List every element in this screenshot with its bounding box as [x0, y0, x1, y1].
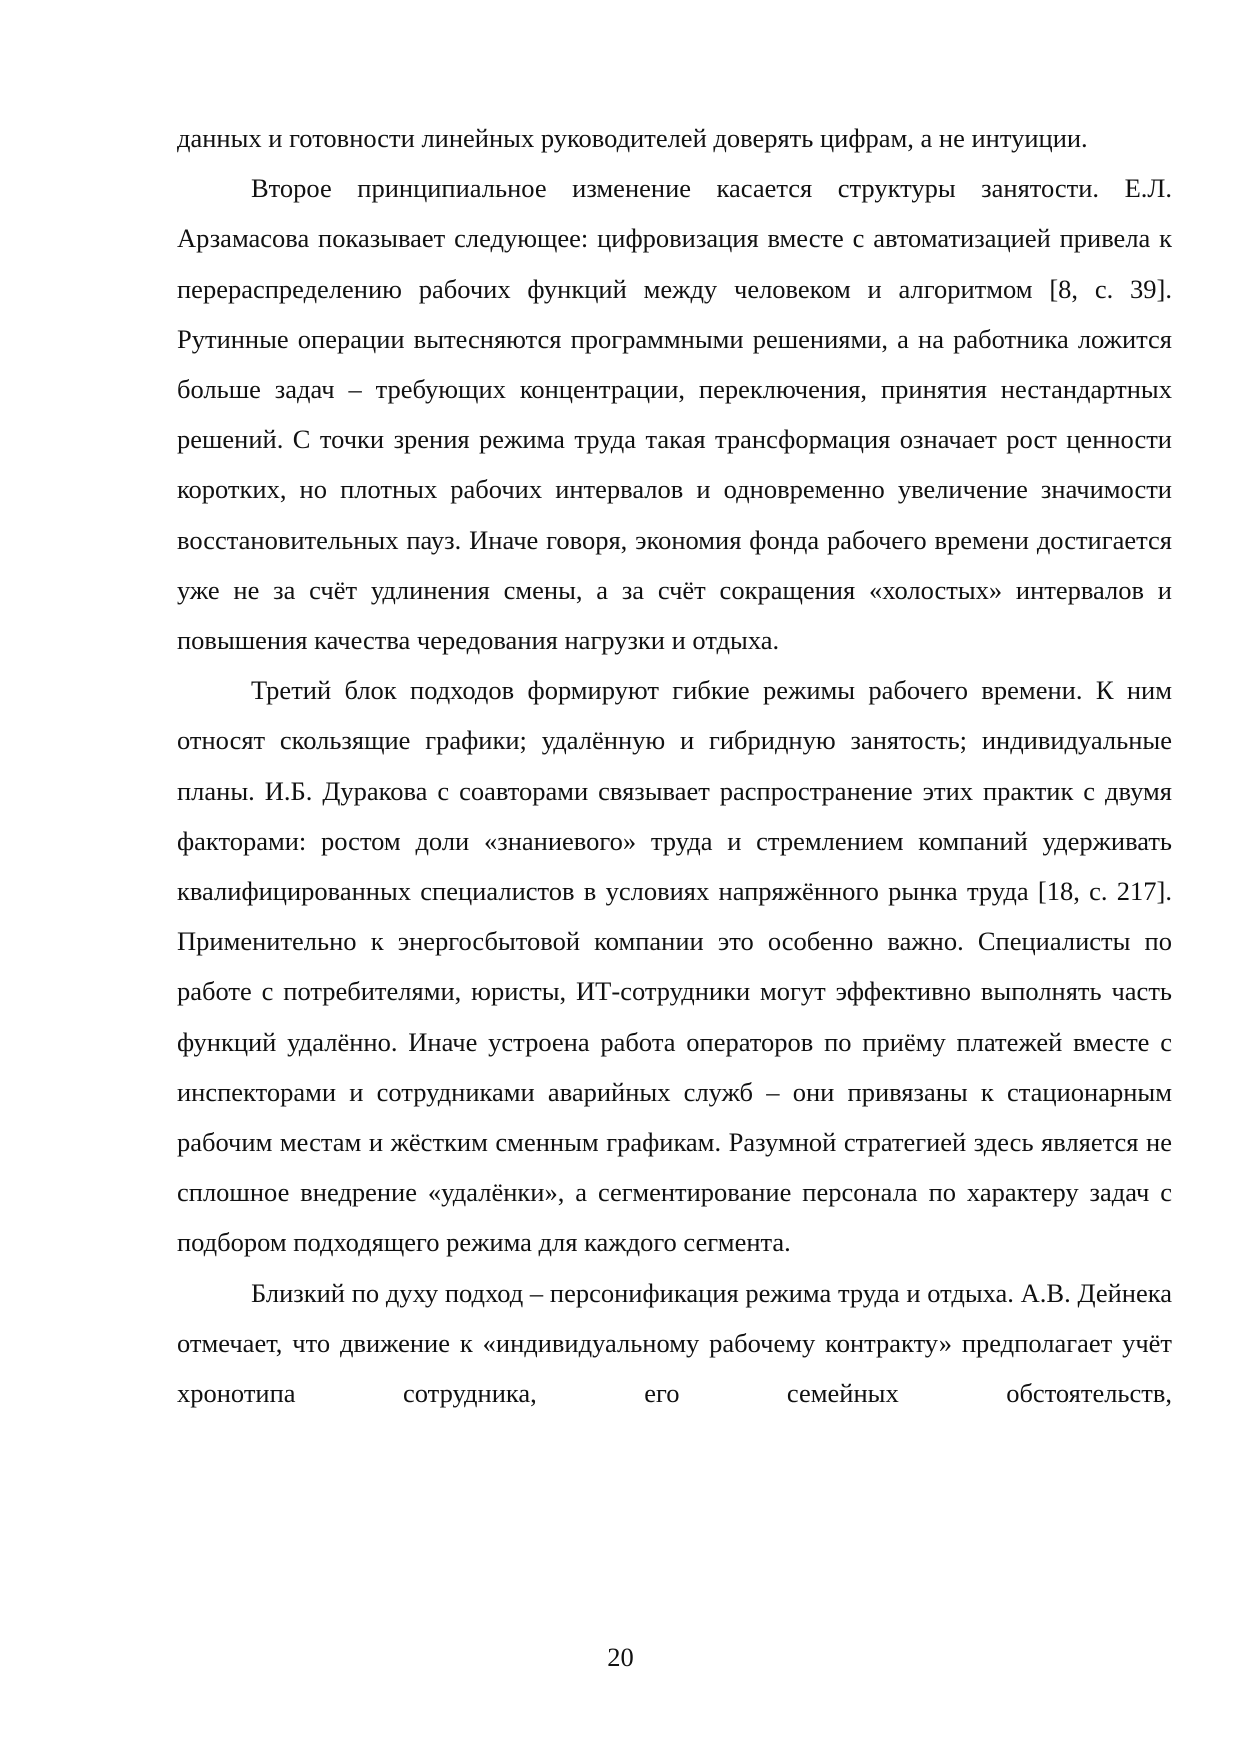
paragraph-4: Близкий по духу подход – персонификация режима труда и отдыха. А.В. Дейнека отмечает, что движение к «индивидуальному рабочему контракту» предполагает учёт хронотипа сотрудника, его семейных обстоятельств, — [177, 1277, 1172, 1409]
paragraph-3: Третий блок подходов формируют гибкие режимы рабочего времени. К ним относят скользящие графики; удалённую и гибридную занятость; индивидуальные планы. И.Б. Дуракова с соавторами связывает распространение этих практик с двумя факторами: ростом доли «знаниевого» труда и стремлением компаний удерживать квалифицированных специалистов в условиях напряжённого рынка труда [18, с. 217]. Применительно к энергосбытовой компании это особенно важно. Специалисты по работе с потребителями, юристы, ИТ-сотрудники могут эффективно выполнять часть функций удалённо. Иначе устроена работа операторов по приёму платежей вместе с инспекторами и сотрудниками аварийных служб – они привязаны к стационарным рабочим местам и жёстким сменным графикам. Разумной стратегией здесь является не сплошное внедрение «удалёнки», а сегментирование персонала по характеру задач с подбором подходящего режима для каждого сегмента. — [177, 675, 1172, 1258]
paragraph-1: данных и готовности линейных руководителей доверять цифрам, а не интуиции. — [177, 123, 1088, 153]
paragraph-2: Второе принципиальное изменение касается структуры занятости. Е.Л. Арзамасова показывает следующее: цифровизация вместе с автоматизацией привела к перераспределению рабочих функций между человеком и алгоритмом [8, с. 39]. Рутинные операции вытесняются программными решениями, а на работника ложится больше задач – требующих концентрации, переключения, принятия нестандартных решений. С точки зрения режима труда такая трансформация означает рост ценности коротких, но плотных рабочих интервалов и одновременно увеличение значимости восстановительных пауз. Иначе говоря, экономия фонда рабочего времени достигается уже не за счёт удлинения смены, а за счёт сокращения «холостых» интервалов и повышения качества чередования нагрузки и отдыха. — [177, 173, 1172, 656]
body-text — [177, 113, 1172, 1418]
page-number: 20 — [607, 1642, 634, 1672]
